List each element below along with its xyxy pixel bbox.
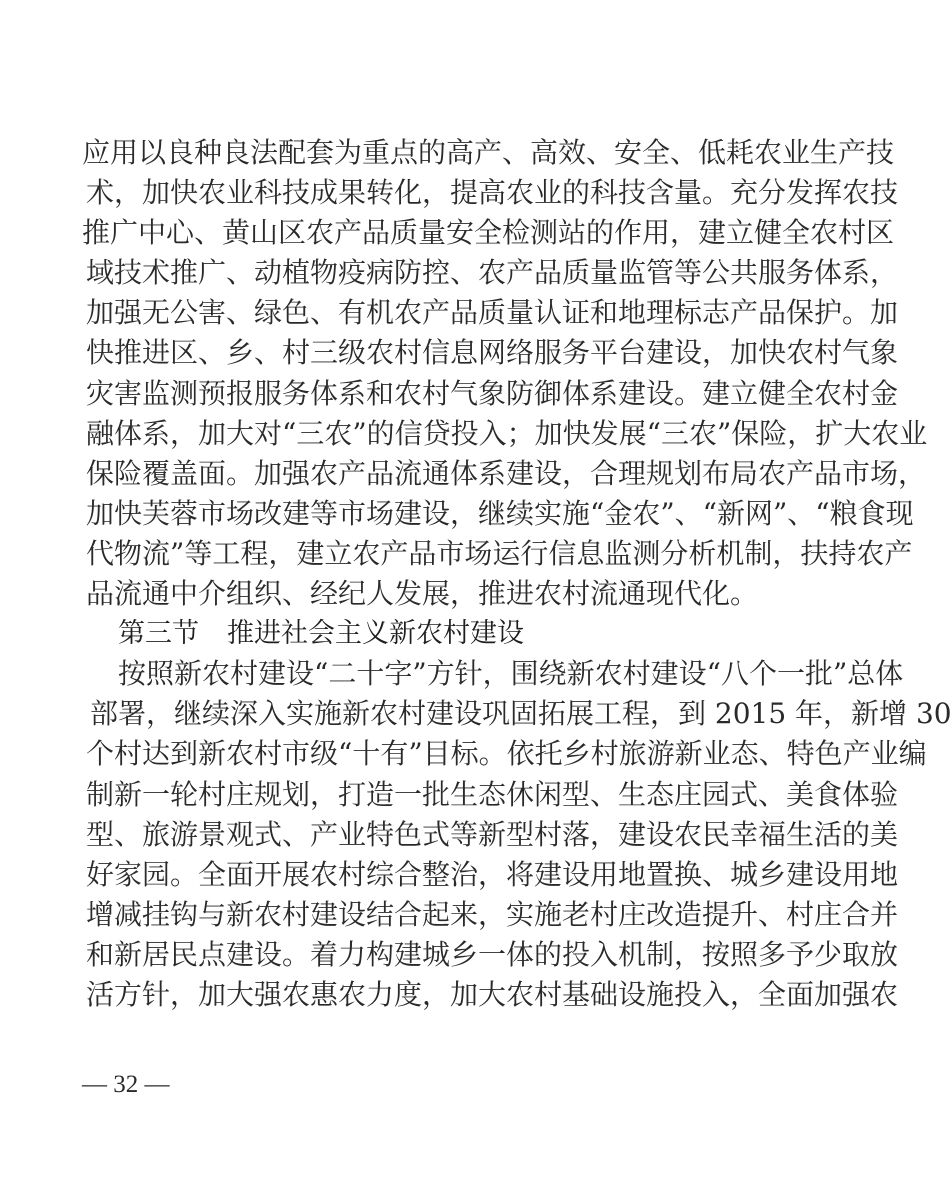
text-line: 品流通中介组织、经纪人发展，推进农村流通现代化。 xyxy=(86,577,759,611)
text-line: 融体系，加大对“三农”的信贷投入；加快发展“三农”保险，扩大农业 xyxy=(86,416,928,450)
text-line: 加强无公害、绿色、有机农产品质量认证和地理标志产品保护。加 xyxy=(86,296,899,330)
text-line: 快推进区、乡、村三级农村信息网络服务平台建设，加快农村气象 xyxy=(86,336,899,370)
text-line: 型、旅游景观式、产业特色式等新型村落，建设农民幸福生活的美 xyxy=(86,817,899,851)
page-number: — 32 — xyxy=(82,1071,170,1098)
text-line: 部署，继续深入实施新农村建设巩固拓展工程，到 2015 年，新增 30 xyxy=(90,697,952,731)
section-heading xyxy=(82,614,702,654)
text-line: 灾害监测预报服务体系和农村气象防御体系建设。建立健全农村金 xyxy=(86,376,899,410)
text-line: 个村达到新农村市级“十有”目标。依托乡村旅游新业态、特色产业编 xyxy=(86,737,927,771)
text-line: 应用以良种良法配套为重点的高产、高效、安全、低耗农业生产技 xyxy=(82,136,895,169)
text-line: 增减挂钩与新农村建设结合起来，实施老村庄改造提升、村庄合并 xyxy=(86,897,899,931)
text-line: 按照新农村建设“二十字”方针，围绕新农村建设“八个一批”总体 xyxy=(118,657,904,691)
text-line: 活方针，加大强农惠农力度，加大农村基础设施投入，全面加强农 xyxy=(86,977,899,1011)
text-line: 好家园。全面开展农村综合整治，将建设用地置换、城乡建设用地 xyxy=(86,857,899,891)
text-line: 域技术推广、动植物疫病防控、农产品质量监管等公共服务体系， xyxy=(86,256,899,290)
section-title: 推进社会主义新农村建设 xyxy=(227,618,524,650)
text-line: 推广中心、黄山区农产品质量安全检测站的作用，建立健全农村区 xyxy=(82,216,895,250)
text-line: 代物流”等工程，建立农产品市场运行信息监测分析机制，扶持农产 xyxy=(86,536,913,570)
body-text xyxy=(82,133,952,1015)
text-line: 加快芙蓉市场改建等市场建设，继续实施“金农”、“新网”、“粮食现 xyxy=(86,496,914,530)
text-line: 和新居民点建设。着力构建城乡一体的投入机制，按照多予少取放 xyxy=(86,937,899,971)
text-line: 保险覆盖面。加强农产品流通体系建设，合理规划布局农产品市场， xyxy=(86,456,927,490)
text-line: 术，加快农业科技成果转化，提高农业的科技含量。充分发挥农技 xyxy=(86,176,899,210)
section-number: 第三节 xyxy=(118,618,199,650)
text-line: 制新一轮村庄规划，打造一批生态休闲型、生态庄园式、美食体验 xyxy=(86,777,899,811)
